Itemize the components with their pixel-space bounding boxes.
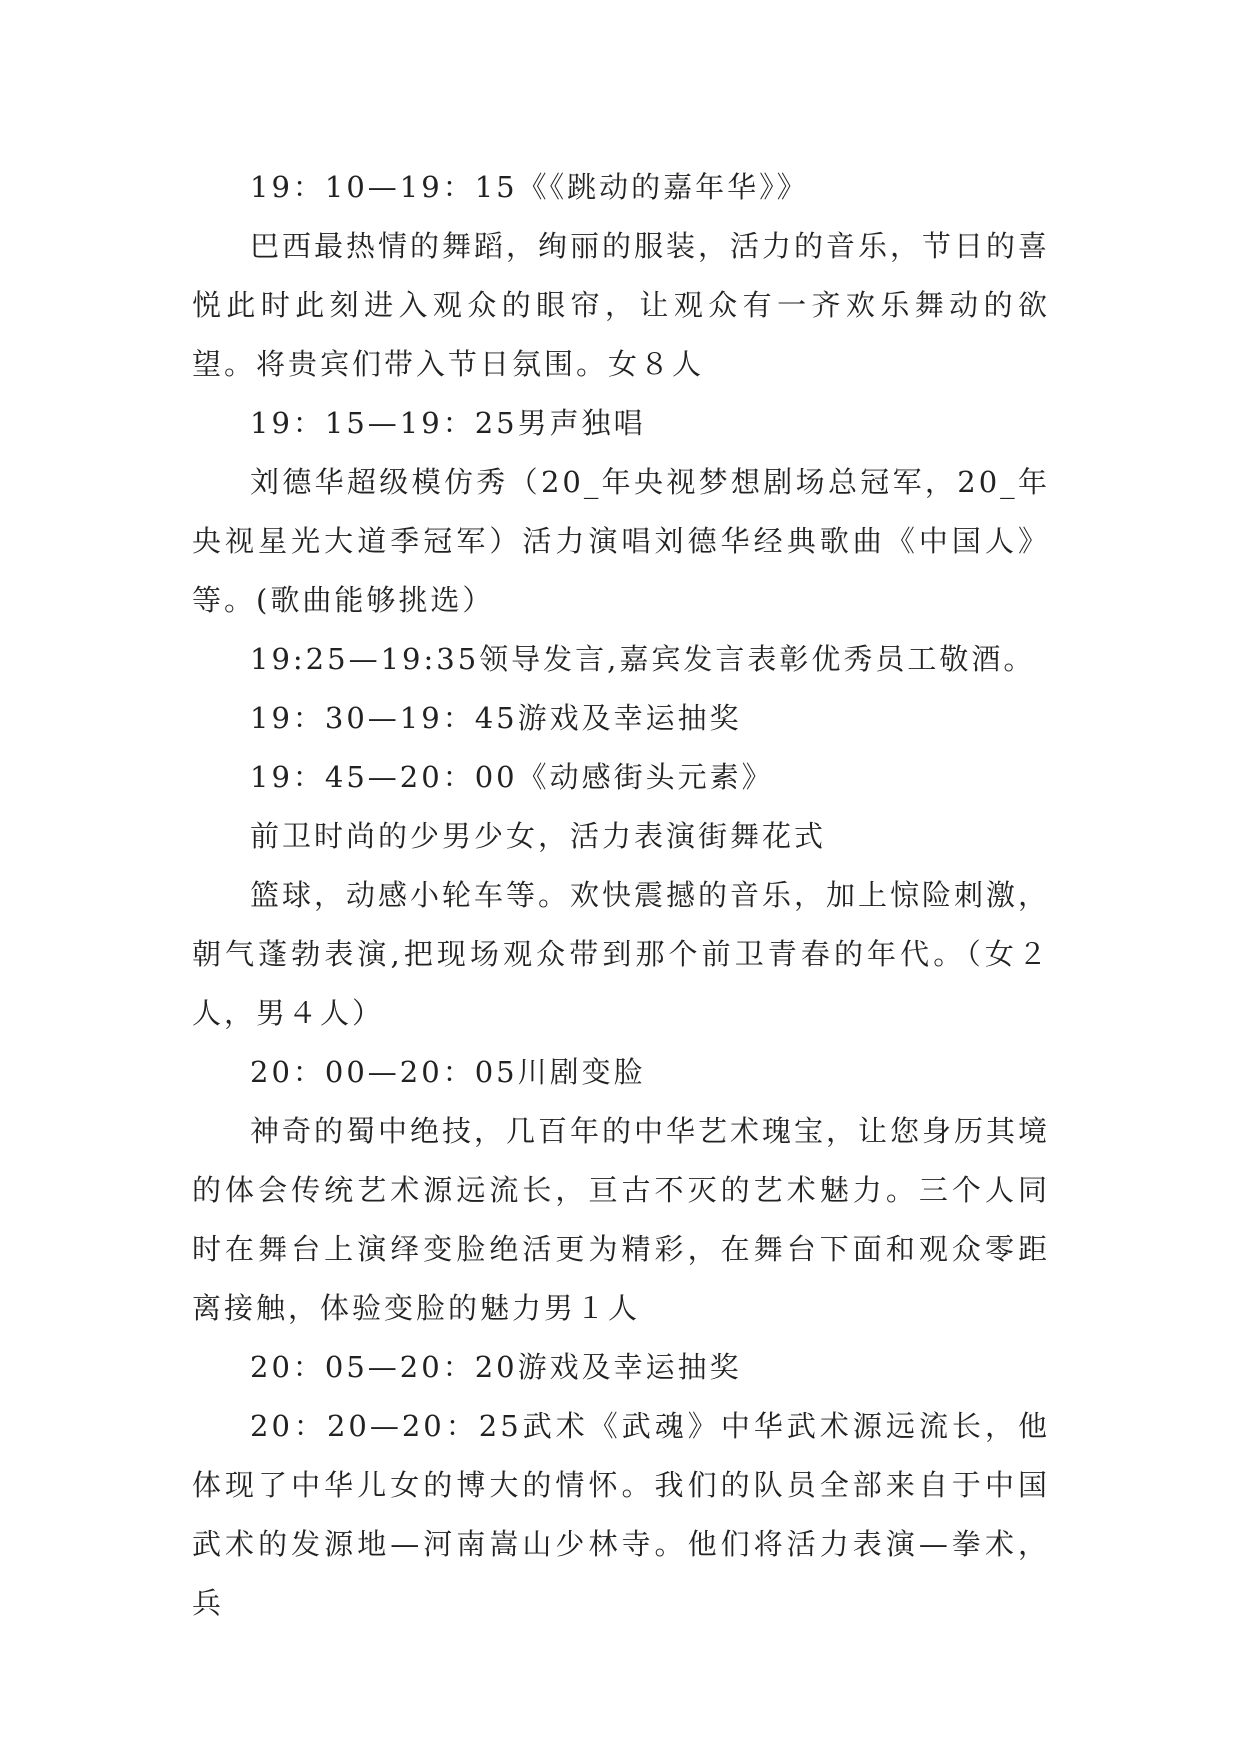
schedule-item-carnival-time: 19：10—19：15《《跳动的嘉年华》》 — [250, 170, 809, 204]
schedule-item-face-change-time: 20：00—20：05川剧变脸 — [250, 1055, 646, 1089]
schedule-item-martial-arts: 20：20—20：25武术《武魂》中华武术源远流长，他体现了中华儿女的博大的情怀。我们的队员全部来自于中国武术的发源地—河南嵩山少林寺。他们将活力表演—拳术，兵 — [192, 1409, 1050, 1620]
carnival-description: 巴西最热情的舞蹈，绚丽的服装，活力的音乐，节日的喜悦此时此刻进入观众的眼帘，让观众有一齐欢乐舞动的欲望。将贵宾们带入节日氛围。女８人 — [192, 229, 1051, 381]
street-dance-description-2: 篮球，动感小轮车等。欢快震撼的音乐，加上惊险刺激，朝气蓬勃表演,把现场观众带到那个前卫青春的年代。（女２人，男４人） — [192, 878, 1051, 1030]
document-body — [192, 158, 1050, 1633]
schedule-item-leader-speech: 19:25—19:35领导发言,嘉宾发言表彰优秀员工敬酒。 — [250, 642, 1036, 676]
face-change-description: 神奇的蜀中绝技，几百年的中华艺术瑰宝，让您身历其境的体会传统艺术源远流长，亘古不灭的艺术魅力。三个人同时在舞台上演绎变脸绝活更为精彩，在舞台下面和观众零距离接触，体验变脸的魅力男１人 — [192, 1114, 1051, 1325]
schedule-item-male-solo-time: 19：15—19：25男声独唱 — [250, 406, 646, 440]
schedule-item-street-dance-time: 19：45—20：00《动感街头元素》 — [250, 760, 774, 794]
schedule-item-game-lottery-2: 20：05—20：20游戏及幸运抽奖 — [250, 1350, 742, 1384]
street-dance-description-1: 前卫时尚的少男少女，活力表演街舞花式 — [250, 819, 827, 853]
schedule-item-game-lottery-1: 19：30—19：45游戏及幸运抽奖 — [250, 701, 742, 735]
male-solo-description: 刘德华超级模仿秀（20_年央视梦想剧场总冠军，20_年央视星光大道季冠军）活力演唱刘德华经典歌曲《中国人》等。(歌曲能够挑选） — [192, 465, 1050, 617]
